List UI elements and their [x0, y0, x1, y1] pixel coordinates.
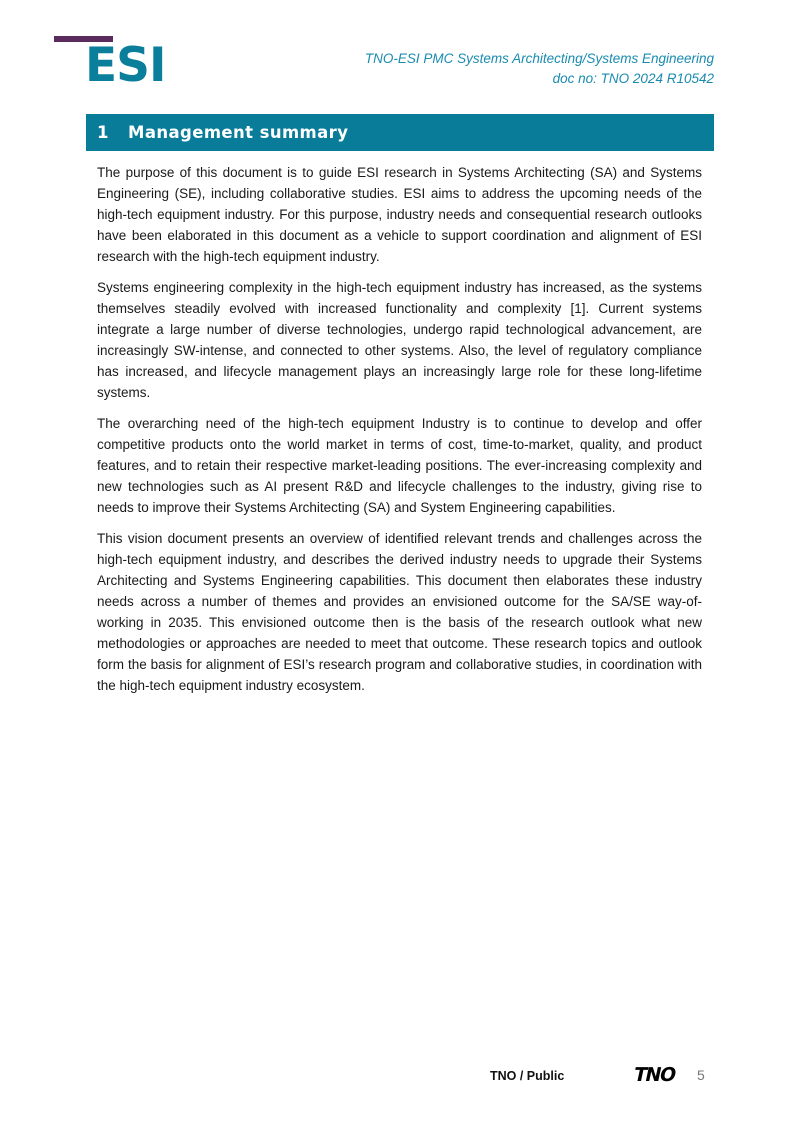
paragraph: The purpose of this document is to guide ESI research in Systems Architecting (SA) and Systems Engineering (SE), including collaborative studies. ESI aims to address the upcoming needs of the high-tech equipment industry. For this purpose, industry needs and consequential research outlooks have been elaborated in this document as a vehicle to support coordination and alignment of ESI research with the high-tech equipment industry.: [97, 165, 702, 264]
paragraph: The overarching need of the high-tech equipment Industry is to continue to develop and offer competitive products onto the world market in terms of cost, time-to-market, quality, and product features, and to retain their respective market-leading positions. The ever-increasing complexity and new technologies such as AI present R&D and lifecycle challenges to the industry, giving rise to needs to improve their Systems Architecting (SA) and System Engineering capabilities.: [97, 416, 702, 515]
header-title: TNO-ESI PMC Systems Architecting/Systems Engineering: [364, 51, 714, 66]
page-number: 5: [697, 1067, 705, 1083]
document-header: [365, 49, 714, 89]
logo-text: ESI: [85, 38, 166, 93]
section-number: 1: [97, 123, 109, 142]
classification-label: TNO / Public: [490, 1069, 565, 1083]
header-doc-number: doc no: TNO 2024 R10542: [552, 71, 714, 86]
paragraph: This vision document presents an overview of identified relevant trends and challenges across the high-tech equipment industry, and describes the derived industry needs to upgrade their Systems Architecting and Systems Engineering capabilities. This document then elaborates these industry needs across a number of themes and provides an envisioned outcome for the SA/SE way-of-working in 2035. This envisioned outcome then is the basis of the research outlook what new methodologies or approaches are needed to meet that outcome. These research topics and outlook form the basis for alignment of ESI’s research program and collaborative studies, in coordination with the high-tech equipment industry ecosystem.: [97, 531, 702, 693]
section-heading: [86, 114, 714, 151]
tno-logo: TNO: [631, 1064, 677, 1086]
paragraph: Systems engineering complexity in the high-tech equipment industry has increased, as the systems themselves steadily evolved with increased functionality and complexity [1]. Current systems integrate a large number of diverse technologies, undergo rapid technological advancement, are increasingly SW-intense, and connected to other systems. Also, the level of regulatory compliance has increased, and lifecycle management plays an increasingly large role for these long-lifetime systems.: [97, 280, 702, 400]
esi-logo: [54, 36, 164, 96]
body-text: [97, 162, 702, 706]
section-title: Management summary: [128, 123, 349, 142]
